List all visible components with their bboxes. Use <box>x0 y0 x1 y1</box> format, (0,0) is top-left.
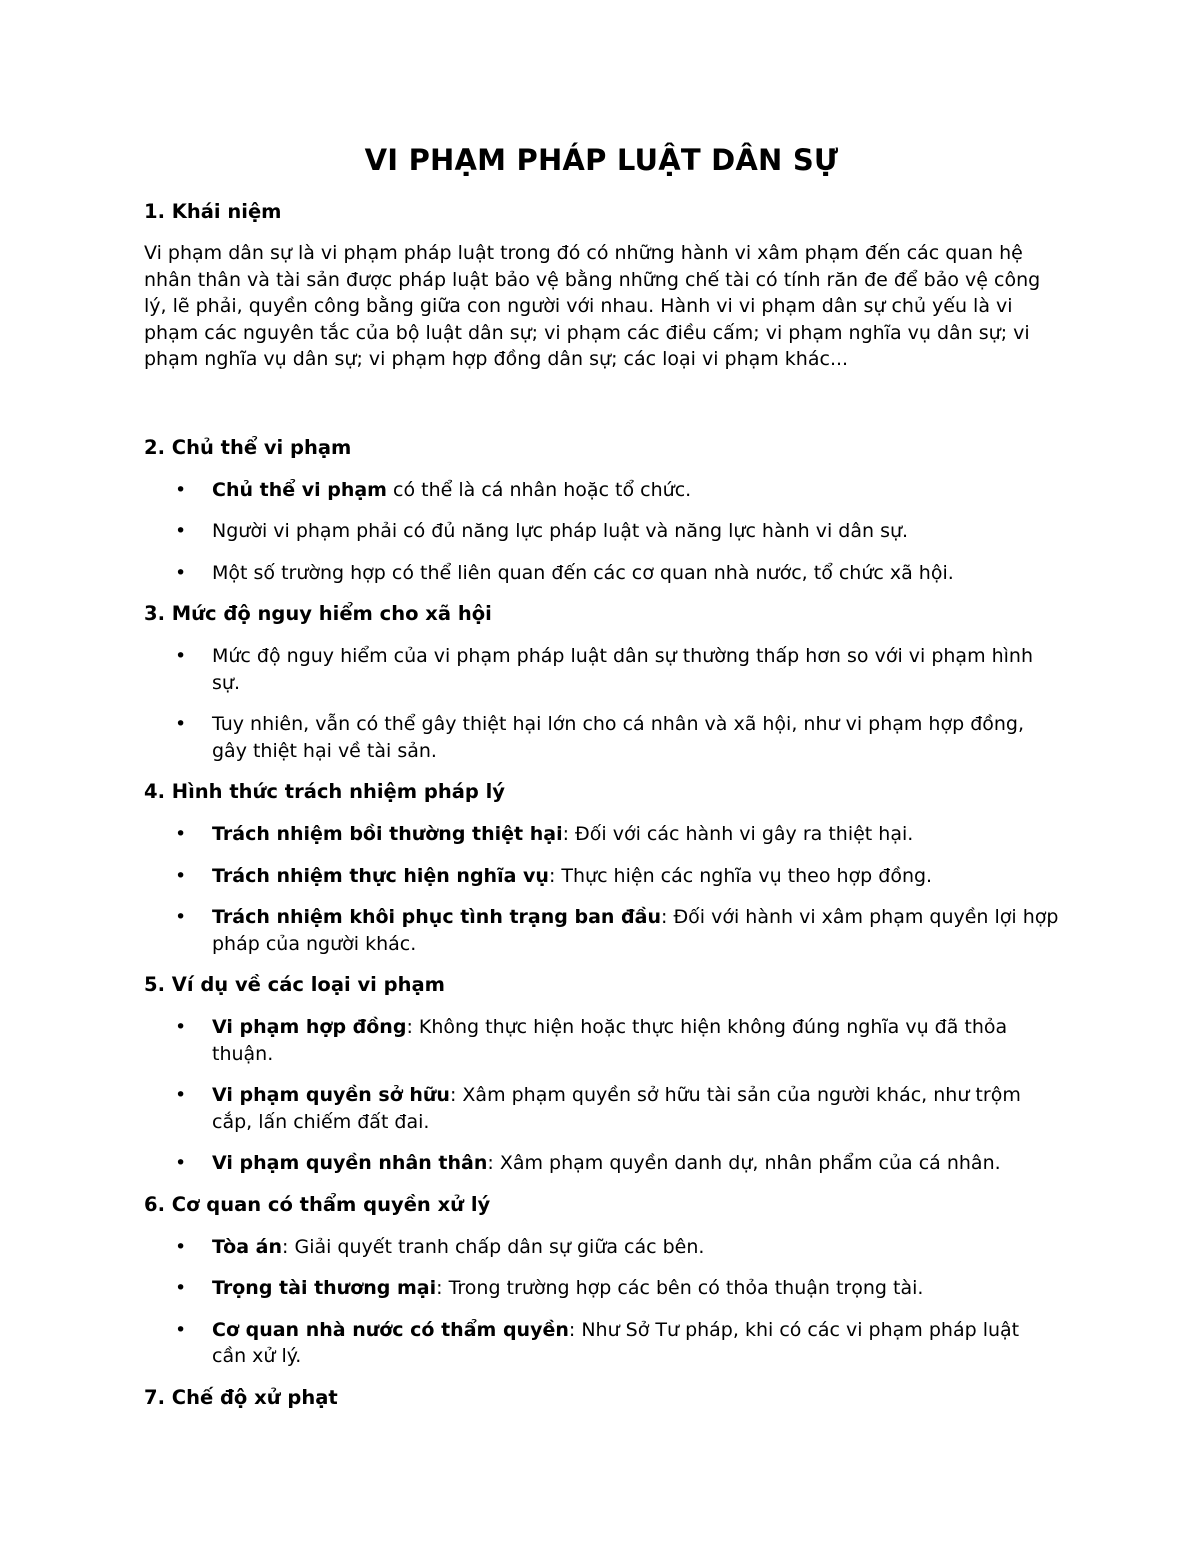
item-text: : Xâm phạm quyền danh dự, nhân phẩm của cá nhân. <box>487 1152 1001 1174</box>
list-item <box>144 1014 1059 1067</box>
document-page <box>144 140 1059 1411</box>
section-3-list <box>144 643 1059 764</box>
bullet-icon: • <box>175 713 187 735</box>
bullet-icon: • <box>175 1084 187 1106</box>
item-term: Trách nhiệm thực hiện nghĩa vụ <box>212 864 549 887</box>
bullet-icon: • <box>175 478 187 501</box>
document-title: VI PHẠM PHÁP LUẬT DÂN SỰ <box>364 143 839 177</box>
item-text: : Trong trường hợp các bên có thỏa thuận trọng tài. <box>436 1277 924 1299</box>
item-text: có thể là cá nhân hoặc tổ chức. <box>386 478 692 501</box>
list-item <box>144 518 1059 545</box>
section-1-paragraph: Vi phạm dân sự là vi phạm pháp luật trong đó có những hành vi xâm phạm đến các quan hệ nhân thân và tài sản được pháp luật bảo vệ bằng những chế tài có tính răn đe để bảo vệ công lý, lẽ phải, quyền công bằng giữa con người với nhau. Hành vi vi phạm dân sự chủ yếu là vi phạm các nguyên tắc của bộ luật dân sự; vi phạm các điều cấm; vi phạm nghĩa vụ dân sự; vi phạm nghĩa vụ dân sự; vi phạm hợp đồng dân sự; các loại vi phạm khác... <box>144 242 1041 370</box>
item-text: : Không thực hiện hoặc thực hiện không đúng nghĩa vụ đã thỏa thuận. <box>212 1016 1008 1065</box>
item-text: Mức độ nguy hiểm của vi phạm pháp luật dân sự thường thấp hơn so với vi phạm hình sự. <box>212 645 1034 694</box>
item-text: Một số trường hợp có thể liên quan đến các cơ quan nhà nước, tổ chức xã hội. <box>212 561 954 584</box>
section-7-heading: 7. Chế độ xử phạt <box>144 1385 338 1409</box>
bullet-icon: • <box>175 906 187 928</box>
item-text: : Thực hiện các nghĩa vụ theo hợp đồng. <box>548 864 933 887</box>
list-item <box>144 477 1059 504</box>
list-item <box>144 1150 1059 1177</box>
item-term: Vi phạm quyền nhân thân <box>212 1152 488 1174</box>
bullet-icon: • <box>175 823 187 845</box>
list-item <box>144 643 1059 696</box>
item-text: : Xâm phạm quyền sở hữu tài sản của người khác, như trộm cắp, lấn chiếm đất đai. <box>212 1084 1021 1133</box>
list-item <box>144 904 1059 957</box>
item-text: Tuy nhiên, vẫn có thể gây thiệt hại lớn cho cá nhân và xã hội, như vi phạm hợp đồng, gây thiệt hại về tài sản. <box>212 713 1025 762</box>
item-term: Trọng tài thương mại <box>212 1277 437 1299</box>
section-2-list <box>144 477 1059 587</box>
item-text: : Giải quyết tranh chấp dân sự giữa các bên. <box>282 1235 705 1258</box>
item-term: Cơ quan nhà nước có thẩm quyền <box>212 1318 569 1341</box>
section-5-heading: 5. Ví dụ về các loại vi phạm <box>144 973 445 996</box>
list-item <box>144 711 1059 764</box>
item-term: Tòa án <box>212 1235 283 1258</box>
list-item <box>144 821 1059 848</box>
list-item <box>144 1234 1059 1261</box>
section-5-list <box>144 1014 1059 1177</box>
bullet-icon: • <box>175 645 187 667</box>
item-term: Trách nhiệm khôi phục tình trạng ban đầu <box>212 906 661 928</box>
item-term: Vi phạm quyền sở hữu <box>212 1084 450 1106</box>
section-4-heading: 4. Hình thức trách nhiệm pháp lý <box>144 780 506 803</box>
bullet-icon: • <box>175 864 187 887</box>
list-item <box>144 1275 1059 1302</box>
item-text: : Đối với các hành vi gây ra thiệt hại. <box>562 823 914 845</box>
item-text: : Như Sở Tư pháp, khi có các vi phạm pháp luật cần xử lý. <box>212 1318 1020 1367</box>
bullet-icon: • <box>175 520 187 542</box>
bullet-icon: • <box>175 1318 187 1341</box>
bullet-icon: • <box>175 561 187 584</box>
section-1-heading: 1. Khái niệm <box>144 200 282 223</box>
list-item <box>144 560 1059 587</box>
bullet-icon: • <box>175 1277 187 1299</box>
bullet-icon: • <box>175 1235 187 1258</box>
section-2-heading: 2. Chủ thể vi phạm <box>144 435 352 459</box>
section-6-list <box>144 1234 1059 1370</box>
item-term: Chủ thể vi phạm <box>212 478 387 501</box>
item-text: Người vi phạm phải có đủ năng lực pháp luật và năng lực hành vi dân sự. <box>212 520 909 542</box>
section-4-list <box>144 821 1059 957</box>
list-item <box>144 1317 1059 1370</box>
list-item <box>144 863 1059 890</box>
section-3-heading: 3. Mức độ nguy hiểm cho xã hội <box>144 602 492 625</box>
item-text: : Đối với hành vi xâm phạm quyền lợi hợp pháp của người khác. <box>212 906 1059 955</box>
item-term: Trách nhiệm bồi thường thiệt hại <box>212 823 563 845</box>
item-term: Vi phạm hợp đồng <box>212 1016 407 1038</box>
bullet-icon: • <box>175 1152 187 1174</box>
section-6-heading: 6. Cơ quan có thẩm quyền xử lý <box>144 1192 491 1216</box>
list-item <box>144 1082 1059 1135</box>
bullet-icon: • <box>175 1016 187 1038</box>
